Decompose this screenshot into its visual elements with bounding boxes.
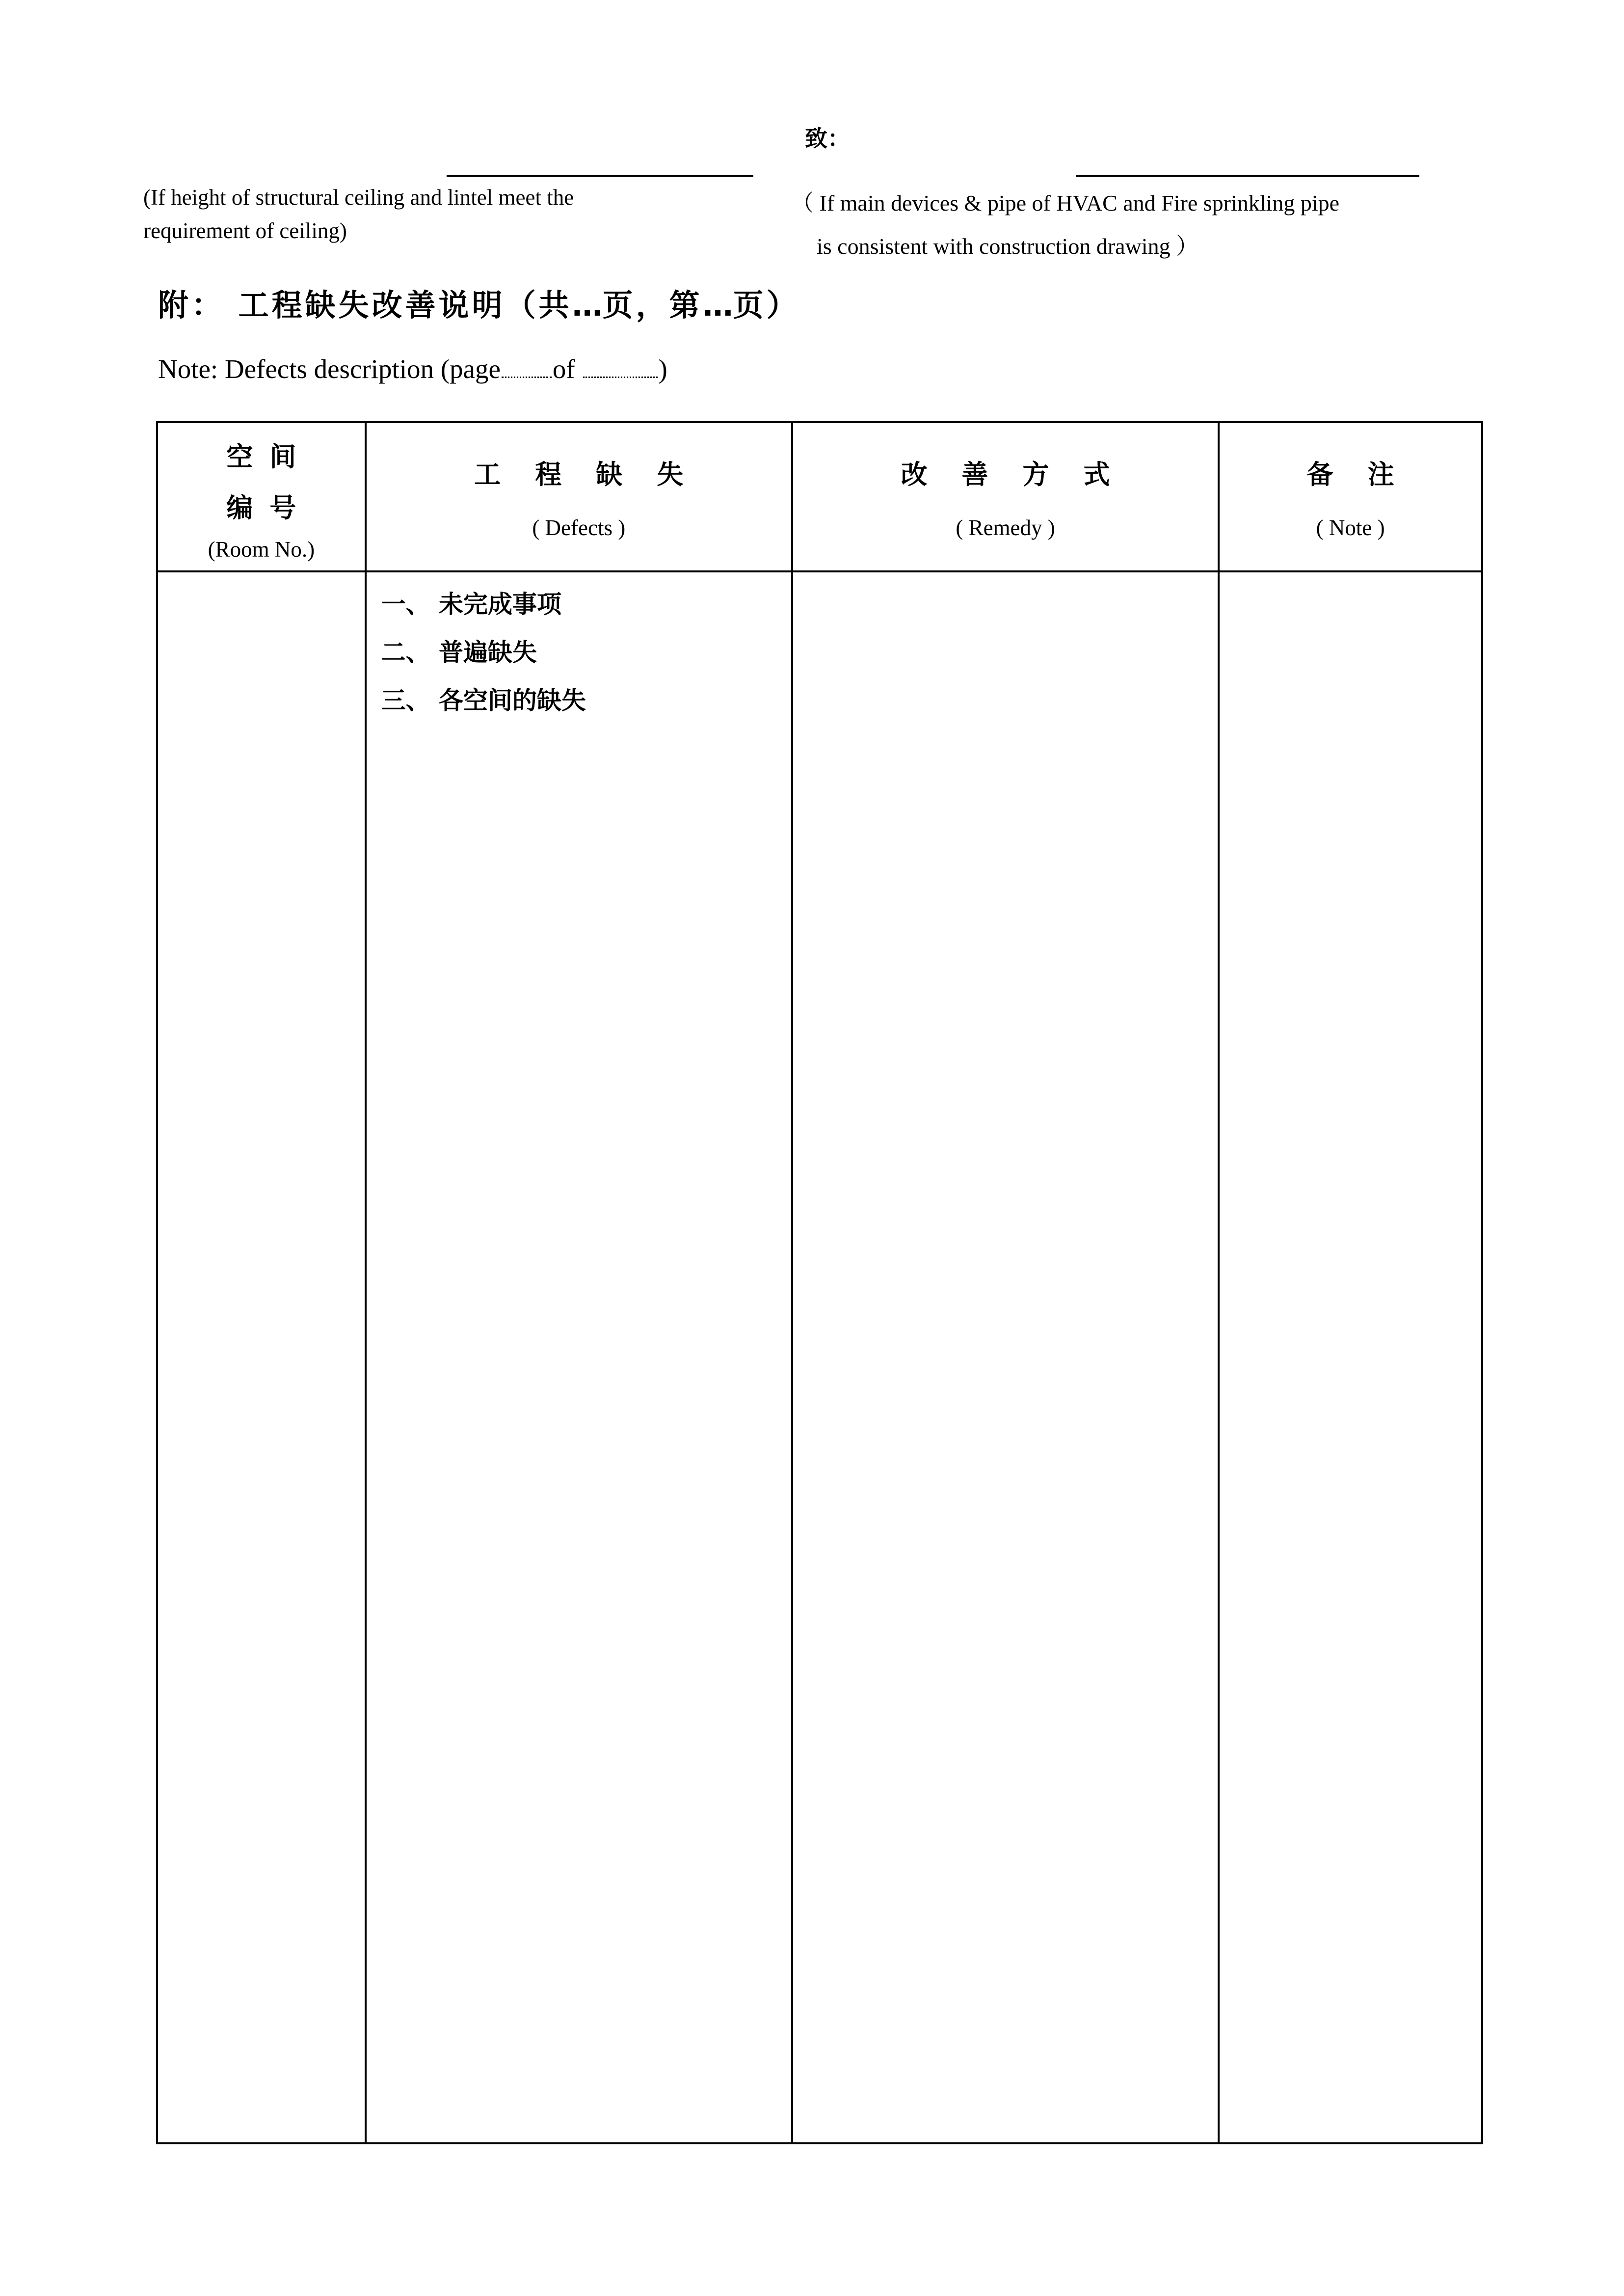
header-defects bbox=[366, 422, 792, 571]
header-room-no bbox=[157, 422, 366, 571]
remedy-cell[interactable] bbox=[792, 571, 1219, 2143]
hvac-note-line1: （ If main devices & pipe of HVAC and Fire sprinkling pipe bbox=[791, 190, 1340, 216]
header-defects-zh: 工程缺失 bbox=[474, 459, 718, 490]
hvac-note-line2: is consistent with construction drawing ） bbox=[817, 234, 1199, 259]
header-note-en: ( Note ) bbox=[1316, 515, 1385, 540]
defect-category-item: 一、 未完成事项 bbox=[381, 590, 562, 619]
defects-cell[interactable] bbox=[366, 571, 792, 2143]
defects-note-part1: Note: Defects description (page bbox=[158, 354, 501, 384]
signature-line-left bbox=[447, 175, 753, 177]
defect-category-list bbox=[367, 572, 791, 725]
ceiling-note: (If height of structural ceiling and lintel meet the requirement of ceiling) bbox=[143, 185, 574, 243]
hvac-note bbox=[791, 182, 1339, 268]
header-room-zh-line1: 空间 bbox=[226, 441, 313, 472]
total-pages-field bbox=[583, 374, 658, 378]
defects-note-part2: of bbox=[552, 354, 575, 384]
attachment-title bbox=[158, 281, 800, 324]
room-no-cell[interactable] bbox=[157, 571, 366, 2143]
header-room-en: (Room No.) bbox=[208, 537, 315, 562]
attachment-title-part3: 页） bbox=[733, 287, 800, 323]
page-total-blank: … bbox=[572, 287, 603, 323]
note-cell[interactable] bbox=[1219, 571, 1482, 2143]
header-room-zh-line2: 编号 bbox=[226, 492, 313, 523]
table-header-row bbox=[157, 422, 1482, 571]
defects-table bbox=[156, 421, 1483, 2144]
header-note-zh: 备注 bbox=[1306, 459, 1429, 490]
header-remedy bbox=[792, 422, 1219, 571]
to-label: 致： bbox=[805, 125, 850, 152]
header-note bbox=[1219, 422, 1482, 571]
header-defects-en: ( Defects ) bbox=[532, 515, 626, 540]
header-remedy-en: ( Remedy ) bbox=[956, 515, 1055, 540]
defects-description-note bbox=[158, 353, 667, 384]
table-body-row bbox=[157, 571, 1482, 2143]
page-number-blank: … bbox=[702, 287, 733, 323]
defect-category-item: 二、 普遍缺失 bbox=[381, 638, 537, 667]
defect-category-item: 三、 各空间的缺失 bbox=[381, 686, 586, 715]
attachment-title-part1: 附： 工程缺失改善说明（共 bbox=[158, 287, 572, 323]
page-field bbox=[502, 374, 552, 378]
header-remedy-zh: 改善方式 bbox=[901, 459, 1145, 490]
attachment-title-part2: 页，第 bbox=[602, 287, 703, 323]
defects-note-part3: ) bbox=[658, 354, 667, 384]
signature-line-right bbox=[1076, 175, 1419, 177]
